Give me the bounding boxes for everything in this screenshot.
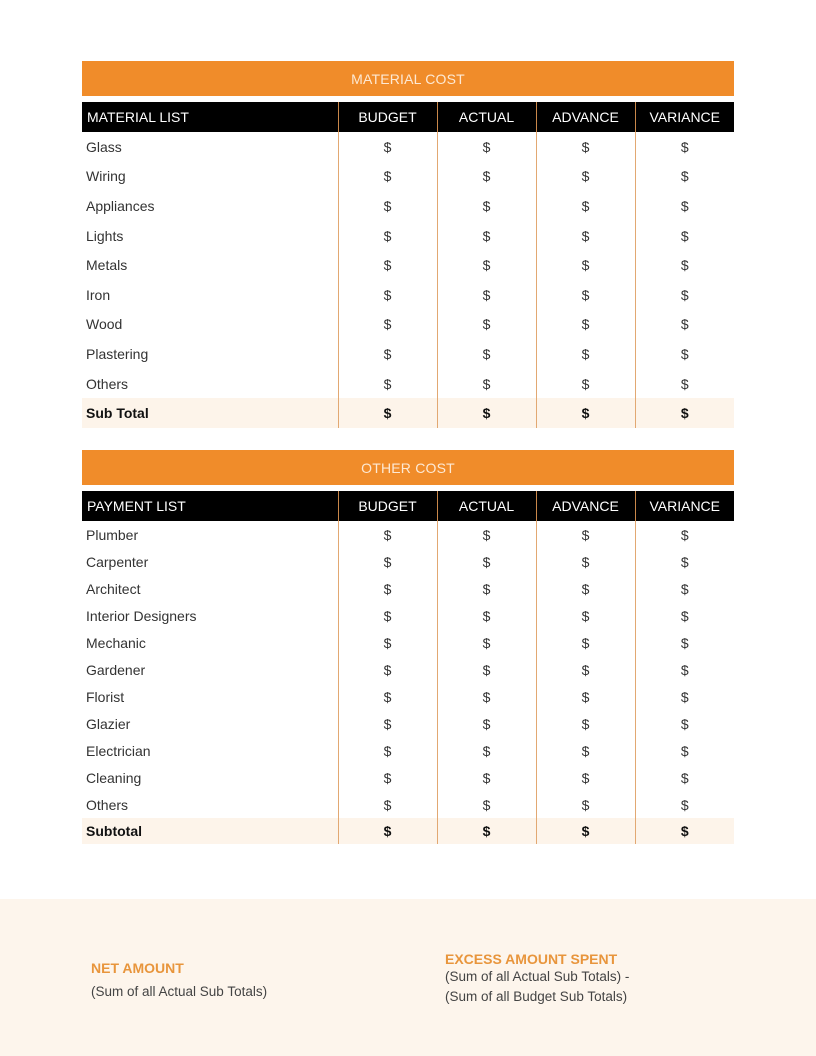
variance-cell[interactable]: $ <box>635 548 734 575</box>
table-row <box>82 683 734 710</box>
subtotal-advance-cell[interactable]: $ <box>536 398 635 428</box>
advance-cell[interactable]: $ <box>536 221 635 251</box>
advance-cell[interactable]: $ <box>536 521 635 548</box>
table-row <box>82 162 734 192</box>
subtotal-actual-cell[interactable]: $ <box>437 398 536 428</box>
advance-cell[interactable]: $ <box>536 339 635 369</box>
variance-cell[interactable]: $ <box>635 602 734 629</box>
variance-cell[interactable]: $ <box>635 310 734 340</box>
advance-cell[interactable]: $ <box>536 737 635 764</box>
actual-cell[interactable]: $ <box>437 339 536 369</box>
row-label: Appliances <box>86 197 155 214</box>
actual-cell[interactable]: $ <box>437 710 536 737</box>
row-label: Mechanic <box>86 634 146 651</box>
variance-cell[interactable]: $ <box>635 791 734 818</box>
table-row <box>82 310 734 340</box>
budget-cell[interactable]: $ <box>338 339 437 369</box>
subtotal-budget-cell[interactable]: $ <box>338 398 437 428</box>
table-row <box>82 656 734 683</box>
table-row <box>82 221 734 251</box>
row-label: Lights <box>86 227 124 244</box>
budget-cell[interactable]: $ <box>338 369 437 399</box>
variance-cell[interactable]: $ <box>635 764 734 791</box>
table-row <box>82 764 734 791</box>
subtotal-label: Subtotal <box>82 818 338 844</box>
variance-cell[interactable]: $ <box>635 162 734 192</box>
actual-cell[interactable]: $ <box>437 575 536 602</box>
budget-cell[interactable]: $ <box>338 191 437 221</box>
row-label: Carpenter <box>86 553 149 570</box>
actual-cell[interactable]: $ <box>437 764 536 791</box>
excess-amount-block <box>445 951 629 1007</box>
variance-cell[interactable]: $ <box>635 221 734 251</box>
advance-cell[interactable]: $ <box>536 629 635 656</box>
advance-cell[interactable]: $ <box>536 575 635 602</box>
table-row <box>82 737 734 764</box>
actual-cell[interactable]: $ <box>437 683 536 710</box>
budget-cell[interactable]: $ <box>338 250 437 280</box>
excess-amount-desc-line1: (Sum of all Actual Sub Totals) - <box>445 969 630 984</box>
actual-cell[interactable]: $ <box>437 310 536 340</box>
table-row <box>82 280 734 310</box>
advance-cell[interactable]: $ <box>536 191 635 221</box>
table-row <box>82 575 734 602</box>
row-label: Florist <box>86 688 125 705</box>
variance-cell[interactable]: $ <box>635 683 734 710</box>
net-amount-title: NET AMOUNT <box>91 960 184 976</box>
subtotal-budget-cell[interactable]: $ <box>338 818 437 844</box>
subtotal-label: Sub Total <box>82 398 338 428</box>
summary-footer <box>0 899 816 1056</box>
actual-cell[interactable]: $ <box>437 521 536 548</box>
variance-cell[interactable]: $ <box>635 656 734 683</box>
row-label: Glass <box>86 138 122 155</box>
row-label: Wood <box>86 316 123 333</box>
budget-cell[interactable]: $ <box>338 683 437 710</box>
row-label: Wiring <box>86 168 126 185</box>
advance-cell[interactable]: $ <box>536 548 635 575</box>
table-row <box>82 629 734 656</box>
subtotal-variance-cell[interactable]: $ <box>635 398 734 428</box>
variance-cell[interactable]: $ <box>635 710 734 737</box>
row-label: Gardener <box>86 661 146 678</box>
col-header-budget: BUDGET <box>338 491 437 521</box>
advance-cell[interactable]: $ <box>536 764 635 791</box>
actual-cell[interactable]: $ <box>437 602 536 629</box>
advance-cell[interactable]: $ <box>536 162 635 192</box>
budget-cell[interactable]: $ <box>338 602 437 629</box>
col-header-variance: VARIANCE <box>635 102 734 132</box>
variance-cell[interactable]: $ <box>635 250 734 280</box>
advance-cell[interactable]: $ <box>536 310 635 340</box>
budget-cell[interactable]: $ <box>338 737 437 764</box>
budget-cell[interactable]: $ <box>338 575 437 602</box>
col-header-material-list: MATERIAL LIST <box>82 102 338 132</box>
table-header-row <box>82 491 734 521</box>
advance-cell[interactable]: $ <box>536 683 635 710</box>
table-header-row <box>82 102 734 132</box>
net-amount-block <box>91 960 267 1002</box>
row-label: Interior Designers <box>86 607 197 624</box>
table-row <box>82 132 734 162</box>
actual-cell[interactable]: $ <box>437 250 536 280</box>
variance-cell[interactable]: $ <box>635 575 734 602</box>
actual-cell[interactable]: $ <box>437 191 536 221</box>
actual-cell[interactable]: $ <box>437 162 536 192</box>
table-row <box>82 369 734 399</box>
budget-cell[interactable]: $ <box>338 791 437 818</box>
budget-cell[interactable]: $ <box>338 132 437 162</box>
row-label: Others <box>86 796 129 813</box>
row-label: Cleaning <box>86 769 142 786</box>
table-row <box>82 339 734 369</box>
excess-amount-title: EXCESS AMOUNT SPENT <box>445 951 618 967</box>
budget-cell[interactable]: $ <box>338 521 437 548</box>
budget-cell[interactable]: $ <box>338 280 437 310</box>
budget-cell[interactable]: $ <box>338 548 437 575</box>
variance-cell[interactable]: $ <box>635 737 734 764</box>
variance-cell[interactable]: $ <box>635 191 734 221</box>
row-label: Glazier <box>86 715 131 732</box>
col-header-variance: VARIANCE <box>635 491 734 521</box>
actual-cell[interactable]: $ <box>437 369 536 399</box>
subtotal-row <box>82 398 734 428</box>
advance-cell[interactable]: $ <box>536 602 635 629</box>
budget-cell[interactable]: $ <box>338 629 437 656</box>
row-label: Plumber <box>86 526 139 543</box>
variance-cell[interactable]: $ <box>635 339 734 369</box>
table-row <box>82 710 734 737</box>
excess-amount-desc-line2: (Sum of all Budget Sub Totals) <box>445 989 628 1004</box>
material-cost-banner: MATERIAL COST <box>82 61 734 96</box>
actual-cell[interactable]: $ <box>437 280 536 310</box>
subtotal-actual-cell[interactable]: $ <box>437 818 536 844</box>
budget-cell[interactable]: $ <box>338 310 437 340</box>
row-label: Iron <box>86 286 111 303</box>
advance-cell[interactable]: $ <box>536 280 635 310</box>
advance-cell[interactable]: $ <box>536 132 635 162</box>
table-row <box>82 191 734 221</box>
other-cost-section <box>82 450 734 844</box>
budget-cell[interactable]: $ <box>338 710 437 737</box>
table-row <box>82 791 734 818</box>
advance-cell[interactable]: $ <box>536 656 635 683</box>
net-amount-desc: (Sum of all Actual Sub Totals) <box>91 984 268 999</box>
actual-cell[interactable]: $ <box>437 791 536 818</box>
row-label: Plastering <box>86 345 149 362</box>
subtotal-advance-cell[interactable]: $ <box>536 818 635 844</box>
other-cost-banner: OTHER COST <box>82 450 734 485</box>
col-header-budget: BUDGET <box>338 102 437 132</box>
variance-cell[interactable]: $ <box>635 521 734 548</box>
variance-cell[interactable]: $ <box>635 369 734 399</box>
advance-cell[interactable]: $ <box>536 791 635 818</box>
advance-cell[interactable]: $ <box>536 250 635 280</box>
subtotal-variance-cell[interactable]: $ <box>635 818 734 844</box>
row-label: Others <box>86 375 129 392</box>
actual-cell[interactable]: $ <box>437 548 536 575</box>
advance-cell[interactable]: $ <box>536 369 635 399</box>
actual-cell[interactable]: $ <box>437 737 536 764</box>
table-row <box>82 250 734 280</box>
material-cost-section <box>82 61 734 428</box>
other-cost-table <box>82 491 734 844</box>
col-header-actual: ACTUAL <box>437 491 536 521</box>
table-row <box>82 602 734 629</box>
col-header-payment-list: PAYMENT LIST <box>82 491 338 521</box>
budget-cell[interactable]: $ <box>338 656 437 683</box>
table-row <box>82 548 734 575</box>
variance-cell[interactable]: $ <box>635 132 734 162</box>
actual-cell[interactable]: $ <box>437 656 536 683</box>
variance-cell[interactable]: $ <box>635 280 734 310</box>
budget-cell[interactable]: $ <box>338 764 437 791</box>
variance-cell[interactable]: $ <box>635 629 734 656</box>
col-header-advance: ADVANCE <box>536 491 635 521</box>
row-label: Architect <box>86 580 141 597</box>
table-row <box>82 521 734 548</box>
actual-cell[interactable]: $ <box>437 629 536 656</box>
budget-cell[interactable]: $ <box>338 162 437 192</box>
subtotal-row <box>82 818 734 844</box>
col-header-advance: ADVANCE <box>536 102 635 132</box>
material-cost-table <box>82 102 734 428</box>
budget-cell[interactable]: $ <box>338 221 437 251</box>
row-label: Electrician <box>86 742 151 759</box>
col-header-actual: ACTUAL <box>437 102 536 132</box>
actual-cell[interactable]: $ <box>437 132 536 162</box>
row-label: Metals <box>86 257 128 274</box>
actual-cell[interactable]: $ <box>437 221 536 251</box>
advance-cell[interactable]: $ <box>536 710 635 737</box>
